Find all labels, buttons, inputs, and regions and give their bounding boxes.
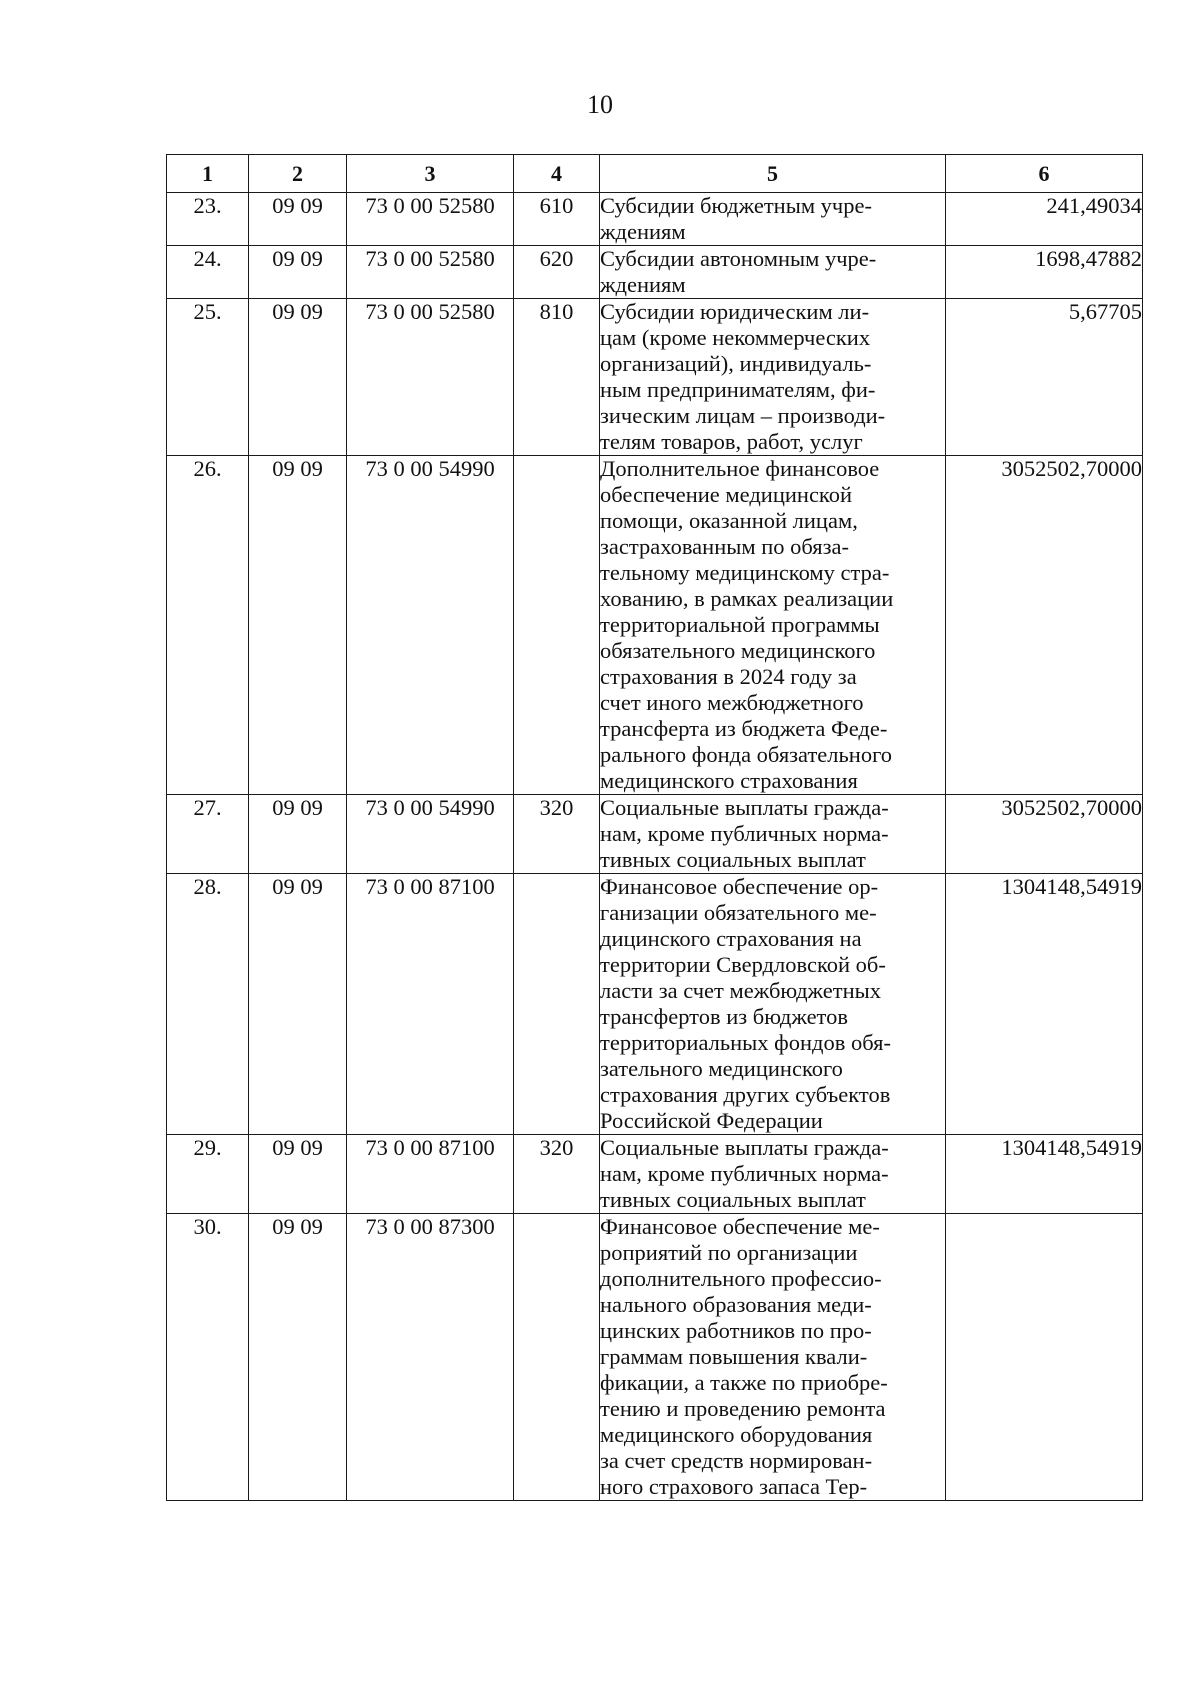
row-number-cell: 27.	[167, 795, 249, 874]
page-number: 10	[587, 90, 613, 119]
table-row	[167, 456, 1143, 795]
row-number-cell: 28.	[167, 874, 249, 1135]
item-name-line: цам (кроме некоммерческих	[600, 325, 871, 350]
item-name-line: ным предпринимателям, фи-	[600, 377, 876, 402]
item-name-line: Дополнительное финансовое	[600, 456, 880, 481]
amount-cell: 5,67705	[946, 299, 1143, 456]
header-cell: 1	[167, 155, 249, 193]
item-name-line: Субсидии автономным учре-	[600, 246, 877, 271]
row-number-cell: 29.	[167, 1135, 249, 1214]
item-name-line: цинских работников по про-	[600, 1318, 872, 1343]
item-name-line: за счет средств нормирован-	[600, 1448, 873, 1473]
section-code-cell: 09 09	[249, 1214, 347, 1501]
header-cell: 4	[514, 155, 600, 193]
row-number-cell: 30.	[167, 1214, 249, 1501]
amount-cell: 1698,47882	[946, 246, 1143, 299]
section-code-cell: 09 09	[249, 456, 347, 795]
item-name-line: Социальные выплаты гражда-	[600, 795, 889, 820]
item-name-cell	[600, 1135, 946, 1214]
expense-type-cell: 610	[514, 193, 600, 246]
item-name-line: территориальных фондов обя-	[600, 1030, 891, 1055]
item-name-cell	[600, 1214, 946, 1501]
budget-table	[166, 154, 1143, 1501]
target-article-cell: 73 0 00 52580	[347, 246, 514, 299]
expense-type-cell: 620	[514, 246, 600, 299]
expense-type-cell	[514, 1214, 600, 1501]
item-name-line: тивных социальных выплат	[600, 847, 866, 872]
table-row	[167, 874, 1143, 1135]
expense-type-cell: 320	[514, 1135, 600, 1214]
item-name-line: фикации, а также по приобре-	[600, 1370, 888, 1395]
header-row	[167, 155, 1143, 193]
amount-cell: 1304148,54919	[946, 874, 1143, 1135]
item-name-cell	[600, 456, 946, 795]
item-name-line: телям товаров, работ, услуг	[600, 429, 863, 454]
item-name-line: трансферта из бюджета Феде-	[600, 716, 888, 741]
item-name-line: роприятий по организации	[600, 1240, 858, 1265]
item-name-line: дицинского страхования на	[600, 926, 862, 951]
item-name-cell	[600, 874, 946, 1135]
item-name-line: счет иного межбюджетного	[600, 690, 864, 715]
item-name-line: хованию, в рамках реализации	[600, 586, 894, 611]
target-article-cell: 73 0 00 87300	[347, 1214, 514, 1501]
item-name-line: Субсидии юридическим ли-	[600, 299, 870, 324]
item-name-line: ждениям	[600, 219, 686, 244]
table-row	[167, 246, 1143, 299]
item-name-line: тению и проведению ремонта	[600, 1396, 886, 1421]
item-name-line: нального образования меди-	[600, 1292, 872, 1317]
item-name-line: Субсидии бюджетным учре-	[600, 193, 872, 218]
table-body	[167, 193, 1143, 1501]
amount-cell: 1304148,54919	[946, 1135, 1143, 1214]
item-name-line: страхования в 2024 году за	[600, 664, 857, 689]
item-name-line: Российской Федерации	[600, 1108, 823, 1133]
item-name-line: обеспечение медицинской	[600, 482, 853, 507]
item-name-line: ласти за счет межбюджетных	[600, 978, 882, 1003]
target-article-cell: 73 0 00 52580	[347, 299, 514, 456]
item-name-line: тельному медицинскому стра-	[600, 560, 890, 585]
section-code-cell: 09 09	[249, 874, 347, 1135]
item-name-line: медицинского оборудования	[600, 1422, 873, 1447]
table-row	[167, 1135, 1143, 1214]
item-name-line: зическим лицам – производи-	[600, 403, 886, 428]
item-name-line: нам, кроме публичных норма-	[600, 1161, 889, 1186]
item-name-line: Финансовое обеспечение ор-	[600, 874, 879, 899]
section-code-cell: 09 09	[249, 1135, 347, 1214]
table-row	[167, 193, 1143, 246]
table-row	[167, 299, 1143, 456]
item-name-line: Социальные выплаты гражда-	[600, 1135, 889, 1160]
item-name-line: ганизации обязательного ме-	[600, 900, 877, 925]
item-name-line: нам, кроме публичных норма-	[600, 821, 889, 846]
item-name-line: дополнительного профессио-	[600, 1266, 882, 1291]
item-name-line: территории Свердловской об-	[600, 952, 886, 977]
item-name-cell	[600, 795, 946, 874]
table-row	[167, 795, 1143, 874]
item-name-cell	[600, 299, 946, 456]
item-name-line: тивных социальных выплат	[600, 1187, 866, 1212]
row-number-cell: 25.	[167, 299, 249, 456]
expense-type-cell: 810	[514, 299, 600, 456]
item-name-line: медицинского страхования	[600, 768, 858, 793]
expense-type-cell: 320	[514, 795, 600, 874]
item-name-line: рального фонда обязательного	[600, 742, 892, 767]
amount-cell	[946, 1214, 1143, 1501]
target-article-cell: 73 0 00 54990	[347, 456, 514, 795]
item-name-line: трансфертов из бюджетов	[600, 1004, 848, 1029]
target-article-cell: 73 0 00 87100	[347, 874, 514, 1135]
header-cell: 5	[600, 155, 946, 193]
item-name-line: ного страхового запаса Тер-	[600, 1474, 868, 1499]
section-code-cell: 09 09	[249, 246, 347, 299]
item-name-line: ждениям	[600, 272, 686, 297]
section-code-cell: 09 09	[249, 795, 347, 874]
item-name-line: граммам повышения квали-	[600, 1344, 868, 1369]
section-code-cell: 09 09	[249, 193, 347, 246]
item-name-line: помощи, оказанной лицам,	[600, 508, 858, 533]
target-article-cell: 73 0 00 87100	[347, 1135, 514, 1214]
target-article-cell: 73 0 00 54990	[347, 795, 514, 874]
item-name-cell	[600, 246, 946, 299]
item-name-line: Финансовое обеспечение ме-	[600, 1214, 880, 1239]
item-name-line: территориальной программы	[600, 612, 880, 637]
row-number-cell: 24.	[167, 246, 249, 299]
row-number-cell: 23.	[167, 193, 249, 246]
row-number-cell: 26.	[167, 456, 249, 795]
item-name-line: обязательного медицинского	[600, 638, 876, 663]
amount-cell: 3052502,70000	[946, 456, 1143, 795]
header-cell: 3	[347, 155, 514, 193]
amount-cell: 241,49034	[946, 193, 1143, 246]
expense-type-cell	[514, 456, 600, 795]
table-row	[167, 1214, 1143, 1501]
item-name-line: зательного медицинского	[600, 1056, 843, 1081]
item-name-cell	[600, 193, 946, 246]
expense-type-cell	[514, 874, 600, 1135]
item-name-line: организаций), индивидуаль-	[600, 351, 872, 376]
section-code-cell: 09 09	[249, 299, 347, 456]
header-cell: 6	[946, 155, 1143, 193]
amount-cell: 3052502,70000	[946, 795, 1143, 874]
header-cell: 2	[249, 155, 347, 193]
item-name-line: страхования других субъектов	[600, 1082, 891, 1107]
item-name-line: застрахованным по обяза-	[600, 534, 849, 559]
target-article-cell: 73 0 00 52580	[347, 193, 514, 246]
